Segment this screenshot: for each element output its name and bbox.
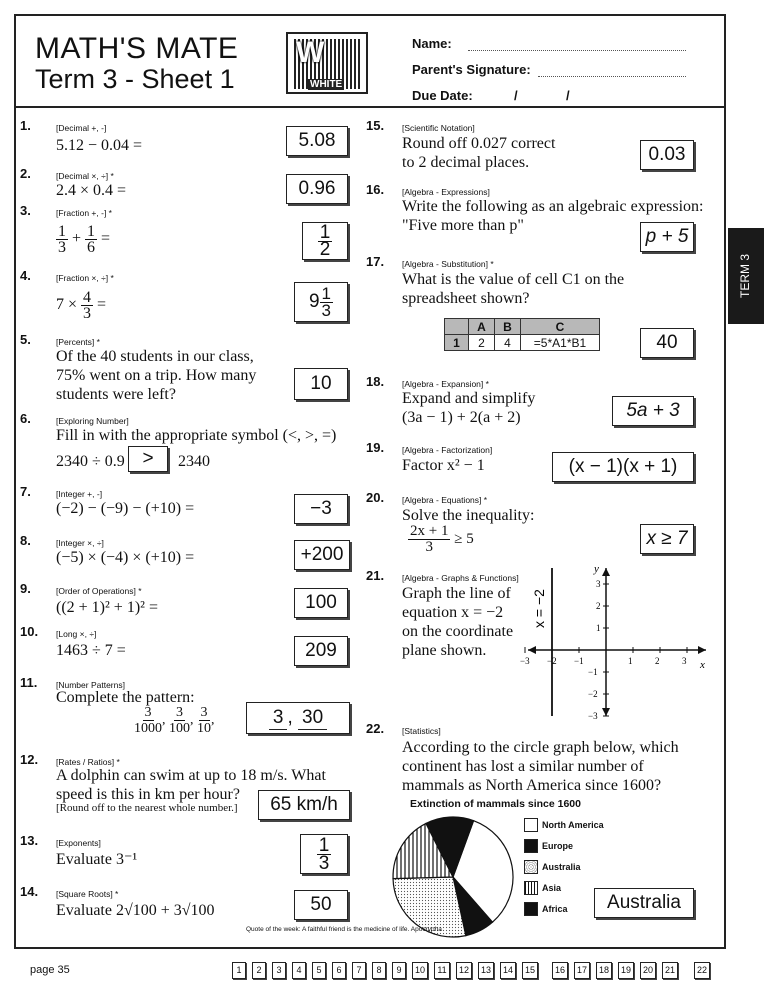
inequality: $\frac{2x + 1}{3}$ ≥ 5 [410,523,474,555]
progress-box: 20 [640,962,656,979]
answer-box[interactable]: 209 [294,636,348,666]
question-text: plane shown. [402,642,487,659]
question-text: on the coordinate [402,623,514,640]
progress-box: 4 [292,962,306,979]
answer-box[interactable]: −3 [294,494,348,524]
progress-box: 11 [434,962,450,979]
legend-item-north-america [524,818,604,832]
coordinate-plane [500,560,710,720]
page-number: page 35 [30,964,70,976]
question-number: 3. [20,203,31,218]
progress-box: 6 [332,962,346,979]
legend-label: North America [542,820,604,830]
question-text: students were left? [56,386,176,403]
legend-item-australia [524,860,581,874]
progress-box: 3 [272,962,286,979]
progress-box: 5 [312,962,326,979]
question-number: 5. [20,332,31,347]
question-text: "Five more than p" [402,217,524,234]
question-number: 4. [20,268,31,283]
question-number: 7. [20,484,31,499]
x-tick-label: −2 [547,656,557,666]
question-topic: [Decimal +, -] [56,123,107,133]
question-number: 10. [20,624,39,639]
x-tick-label: −3 [520,656,530,666]
progress-box: 8 [372,962,386,979]
answer-box[interactable]: 40 [640,328,694,358]
legend-label: Australia [542,862,581,872]
question-topic: [Algebra - Graphs & Functions] [402,573,519,583]
y-tick-label: −2 [588,689,598,699]
legend-swatch [524,860,538,874]
answer-box[interactable]: 0.96 [286,174,348,204]
question-text: 1463 ÷ 7 = [56,642,126,659]
term-tab: TERM 3 [728,228,764,324]
progress-box: 22 [694,962,710,979]
question-text: to 2 decimal places. [402,154,530,171]
legend-label: Africa [542,904,568,914]
answer-box[interactable]: 9 $\frac{1}{3}$ [294,282,348,322]
question-number: 18. [366,374,385,389]
question-number: 17. [366,254,385,269]
legend-item-europe [524,839,573,853]
progress-box: 18 [596,962,612,979]
question-number: 1. [20,118,31,133]
question-text: A dolphin can swim at up to 18 m/s. What [56,767,326,784]
question-topic: [Integer ×, ÷] [56,538,104,548]
question-text: Write the following as an algebraic expression: [402,198,704,215]
question-text: Complete the pattern: [56,689,195,706]
sheet-title: MATH'S MATE [35,32,239,65]
question-text: What is the value of cell C1 on the [402,271,625,288]
y-tick-label: −1 [588,667,598,677]
question-text: speed is this in km per hour? [56,786,240,803]
question-text: Solve the inequality: [402,507,535,524]
question-topic: [Algebra - Equations] * [402,495,488,505]
question-number: 9. [20,581,31,596]
answer-box[interactable]: $\frac{1}{3}$ [300,834,348,874]
y-tick-label: 1 [596,623,601,633]
question-topic: [Algebra - Expressions] [402,187,490,197]
question-text: (−5) × (−4) × (+10) = [56,549,195,566]
answer-box[interactable]: +200 [294,540,350,570]
question-text: According to the circle graph below, which [402,739,679,756]
question-topic: [Statistics] [402,726,441,736]
question-topic: [Exponents] [56,838,101,848]
question-topic: [Fraction +, -] * [56,208,112,218]
question-expression: 7 × $\frac{4}{3}$ = [56,289,107,322]
legend-swatch [524,818,538,832]
question-text: 5.12 − 0.04 = [56,137,143,154]
question-topic: [Integer +, -] [56,489,103,499]
question-text: Evaluate 2√100 + 3√100 [56,902,215,919]
legend-label: Europe [542,841,574,851]
question-text: Expand and simplify [402,390,536,407]
legend-item-asia [524,881,561,895]
line-label: x = −2 [531,589,547,628]
answer-box[interactable]: 5.08 [286,126,348,156]
due-date-label: Due Date: [412,88,473,103]
question-number: 20. [366,490,385,505]
answer-box[interactable]: 100 [294,588,348,618]
answer-box[interactable]: x ≥ 7 [640,524,694,554]
progress-box: 12 [456,962,472,979]
question-topic: [Fraction ×, ÷] * [56,273,114,283]
question-text: spreadsheet shown? [402,290,530,307]
sheet-subtitle: Term 3 - Sheet 1 [35,64,235,94]
question-text: (−2) − (−9) − (+10) = [56,500,195,517]
y-axis-arrow [602,708,610,716]
symbol-answer-box[interactable]: > [128,446,168,472]
y-axis-arrow [602,568,610,576]
answer-box[interactable]: 3 , 30 [246,702,350,734]
chart-title: Extinction of mammals since 1600 [410,798,581,810]
answer-box[interactable]: 50 [294,890,348,920]
comparison-left: 2340 ÷ 0.9 [56,453,125,470]
question-topic: [Exploring Number] [56,416,129,426]
progress-box: 9 [392,962,406,979]
question-text: equation x = −2 [402,604,504,621]
question-topic: [Decimal ×, ÷] * [56,171,114,181]
question-number: 11. [20,675,38,690]
question-topic: [Square Roots] * [56,889,119,899]
question-text: Factor x² − 1 [402,457,485,474]
legend-label: Asia [542,883,562,893]
answer-box[interactable]: 5a + 3 [612,396,694,426]
answer-box[interactable]: 10 [294,368,348,400]
question-number: 13. [20,833,39,848]
x-tick-label: 3 [682,656,687,666]
question-expression: $\frac{1}{3}$ + $\frac{1}{6}$ = [58,223,111,256]
question-number: 21. [366,568,385,583]
spreadsheet: A B C 1 2 4 =5*A1*B1 [444,318,600,351]
pie-chart [388,812,518,942]
question-number: 16. [366,182,385,197]
progress-box: 17 [574,962,590,979]
answer-box[interactable]: (x − 1)(x + 1) [552,452,694,482]
question-text: Fill in with the appropriate symbol (<, >, =) [56,427,337,444]
name-label: Name: [412,36,452,51]
question-topic: [Algebra - Factorization] [402,445,493,455]
progress-box: 19 [618,962,634,979]
question-topic: [Number Patterns] [56,680,125,690]
question-number: 2. [20,166,31,181]
question-number: 22. [366,721,385,736]
x-tick-label: −1 [574,656,584,666]
question-number: 12. [20,752,39,767]
progress-box: 13 [478,962,494,979]
answer-box[interactable]: p + 5 [640,222,694,252]
question-topic: [Rates / Ratios] * [56,757,120,767]
question-topic: [Order of Operations] * [56,586,142,596]
x-tick-label: 1 [628,656,633,666]
question-number: 6. [20,411,31,426]
progress-box: 14 [500,962,516,979]
question-text: Round off 0.027 correct [402,135,556,152]
y-tick-label: −3 [588,711,598,720]
publisher-logo: W WHITE [286,32,368,94]
due-slash: / [514,88,518,103]
quote-of-week: Quote of the week: A faithful friend is the medicine of life. Apocrypha [246,926,442,933]
due-slash: / [566,88,570,103]
question-topic: [Algebra - Expansion] * [402,379,489,389]
rounding-note: [Round off to the nearest whole number.] [56,802,238,814]
answer-box[interactable]: 0.03 [640,140,694,170]
question-number: 14. [20,884,39,899]
progress-box: 10 [412,962,428,979]
y-tick-label: 2 [596,601,601,611]
question-text: (3a − 1) + 2(a + 2) [402,409,521,426]
signature-label: Parent's Signature: [412,62,531,77]
question-text: 75% went on a trip. How many [56,367,257,384]
pattern-fractions: $\frac{3}{1000}$ , $\frac{3}{100}$ , $\frac{3}{10}$ , [134,705,215,736]
question-number: 8. [20,533,31,548]
name-field[interactable] [468,50,686,51]
question-topic: [Scientific Notation] [402,123,475,133]
x-axis-arrow [528,646,536,654]
comparison-right: 2340 [178,453,210,470]
question-text: continent has lost a similar number of [402,758,644,775]
question-text: ((2 + 1)² + 1)² = [56,599,158,616]
legend-swatch [524,839,538,853]
question-text: mammals as North America since 1600? [402,777,662,794]
legend-swatch [524,902,538,916]
answer-box[interactable]: $\frac{1}{2}$ [302,222,348,260]
question-topic: [Long ×, ÷] [56,629,97,639]
x-axis-arrow [698,646,706,654]
progress-box: 15 [522,962,538,979]
answer-box[interactable]: 65 km/h [258,790,350,820]
question-topic: [Algebra - Substitution] * [402,259,494,269]
question-text: Of the 40 students in our class, [56,348,254,365]
progress-box: 7 [352,962,366,979]
question-topic: [Percents] * [56,337,100,347]
y-axis-label: y [594,563,599,575]
progress-box: 2 [252,962,266,979]
answer-box[interactable]: Australia [594,888,694,918]
question-text: Graph the line of [402,585,511,602]
header-divider [14,106,726,108]
progress-box: 16 [552,962,568,979]
progress-box: 1 [232,962,246,979]
progress-box: 21 [662,962,678,979]
question-text: Evaluate 3⁻¹ [56,851,138,868]
question-number: 19. [366,440,385,455]
question-text: 2.4 × 0.4 = [56,182,127,199]
question-number: 15. [366,118,385,133]
legend-swatch [524,881,538,895]
signature-field[interactable] [538,76,686,77]
y-tick-label: 3 [596,579,601,589]
x-tick-label: 2 [655,656,660,666]
x-axis-label: x [700,659,705,671]
legend-item-africa [524,902,568,916]
